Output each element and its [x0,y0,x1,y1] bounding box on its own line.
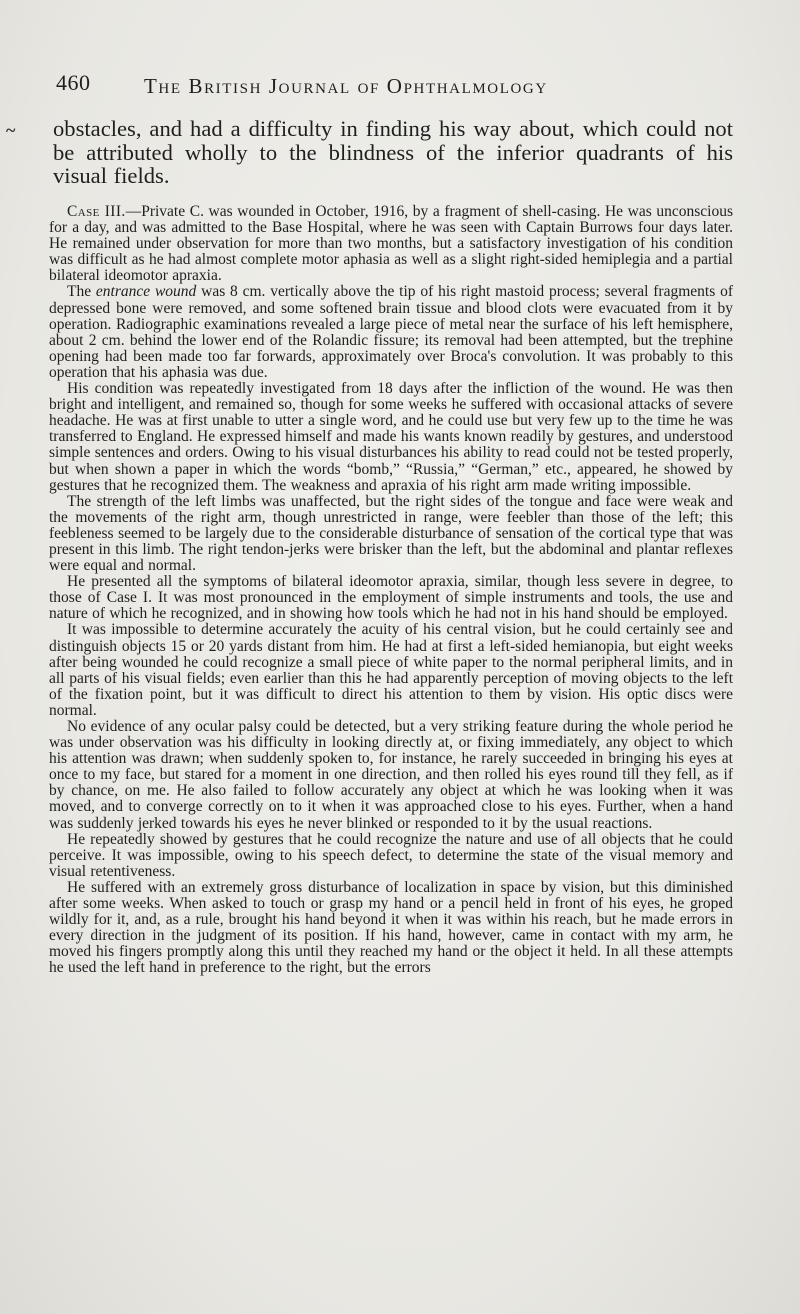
margin-mark: ~ [6,120,16,140]
journal-title: The British Journal of Ophthalmology [144,74,548,98]
continued-paragraph: obstacles, and had a difficulty in finding his way about, which could not be attributed wholly to the blindness of the inferior quadrants of his visual fields. [53,116,733,188]
paragraph-localization: He suffered with an extremely gross disturbance of localization in space by vision, but this diminished after some weeks. When asked to touch or grasp my hand or a pencil held in front of his eyes, he groped wildly for it, and, as a rule, brought his hand beyond it when it was within his reach, but he made errors in every direction in the judgment of its position. If his hand, however, came in contact with my arm, he moved his fingers promptly along this until they reached my hand or the object it held. In all these attempts he used the left hand in preference to the right, but the errors [49,878,733,977]
paragraph-condition: His condition was repeatedly investigated from 18 days after the infliction of the wound. He was then bright and intelligent, and remained so, though for some weeks he suffered with occasional attacks of severe headache. He was at first unable to utter a single word, and he could use but very few up to the time he was transferred to England. He expressed himself and made his wants known readily by gestures, and understood simple sentences and orders. Owing to his visual disturbances his ability to read could not be tested properly, but when shown a paper in which the words “bomb,” “Russia,” “German,” etc., appeared, he showed by gestures that he recognized them. The weakness and apraxia of his right arm made writing impossible. [49,380,733,494]
article-body [49,204,733,977]
paragraph-case-3 [49,204,733,284]
paragraph-ocular-palsy: No evidence of any ocular palsy could be detected, but a very striking feature during the whole period he was under observation was his difficulty in looking directly at, or fixing immediately, any object to which his attention was drawn; when suddenly spoken to, for instance, he rarely succeeded in bringing his eyes at once to my face, but stared for a moment in one direction, and then rolled his eyes round till they fell, as if by chance, on me. He also failed to follow accurately any object at which he was looking when it was moved, and to converge correctly on to it when it was approached close to his eyes. Further, when a hand was suddenly jerked towards his eyes he never blinked or responded to it by the usual reactions. [49,718,733,832]
case-heading: Case III. [67,203,126,220]
paragraph-recognition: He repeatedly showed by gestures that he could recognize the nature and use of all objects that he could perceive. It was impossible, owing to his speech defect, to determine the state of the visual memory and visual retentiveness. [49,830,733,880]
paragraph-lead: The [67,283,96,301]
paragraph-limb-strength: The strength of the left limbs was unaffected, but the right sides of the tongue and face were weak and the movements of the right arm, though unrestricted in range, were feebler than those of the left; this feebleness seemed to be largely due to the considerable disturbance of sensation of the cortical type that was present in this limb. The right tendon-jerks were brisker than the left, but the abdominal and plantar reflexes were equal and normal. [49,492,733,575]
italic-term: entrance wound [95,283,197,301]
running-header [56,70,756,100]
paragraph-entrance-wound [49,284,733,381]
paragraph-text: —Private C. was wounded in October, 1916, by a fragment of shell-casing. He was unconscious for a day, and was admitted to the Base Hospital, where he was seen with Captain Burrows four days later. He remained under observation for more than two months, but a satisfactory investigation of his condition was difficult as he had almost complete motor aphasia as well as a slight right-sided hemiplegia and a partial bilateral ideomotor apraxia. [49,203,733,285]
paragraph-central-vision: It was impossible to determine accurately the acuity of his central vision, but he could certainly see and distinguish objects 15 or 20 yards distant from him. He had at first a left-sided hemianopia, but eight weeks after being wounded he could recognize a small piece of white paper to the normal peripheral limits, and in all parts of his visual fields; even earlier than this he had apparently perception of moving objects to the left of the fixation point, but it was difficult to direct his attention to them by vision. His optic discs were normal. [49,621,733,719]
paragraph-apraxia: He presented all the symptoms of bilateral ideomotor apraxia, similar, though less severe in degree, to those of Case I. It was most pronounced in the employment of simple instruments and tools, the use and nature of which he recognized, and in showing how tools which he had not in his hand should be employed. [49,573,733,623]
paragraph-text: was 8 cm. vertically above the tip of his right mastoid process; several fragments of depressed bone were removed, and some softened brain tissue and blood clots were evacuated from it by operation. Radiographic examinations revealed a large piece of metal near the surface of his left hemisphere, about 2 cm. behind the lower end of the Rolandic fissure; its removal had been attempted, but the trephine opening had been made too far forwards, approximately over Broca's convolution. It was probably to this operation that his aphasia was due. [49,283,733,381]
page-number: 460 [56,70,91,95]
